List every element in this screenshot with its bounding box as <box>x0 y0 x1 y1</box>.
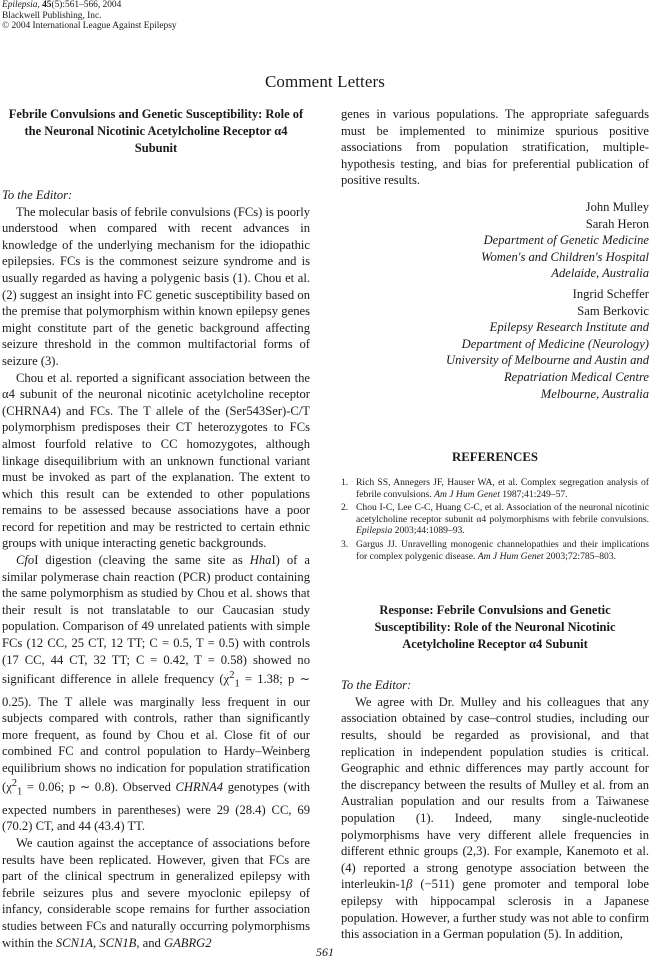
gene-chrna4: CHRNA4 <box>175 780 224 795</box>
gene-scn1b: SCN1B <box>99 935 137 950</box>
reference-text: Rich SS, Annegers JF, Hauser WA, et al. Complex segregation analysis of febrile convulsions. <box>356 477 649 500</box>
text-run: = 1.38; p ∼ 0.25). The T allele was marginally less frequent in our subjects compared with controls, rather than significantly more frequent, as found by Chou et al. Close fit of our combined FC and control population to Hardy–Weinberg equilibrium shows no indication for population stratification (χ <box>2 672 310 795</box>
affiliation-line: Department of Medicine (Neurology) <box>461 336 649 351</box>
text-run: We agree with Dr. Mulley and his colleagues that any association obtained by case–control studies, including our results, should be regarded as provisional, and that replication in independent population studies is critical. Geographic and ethnic differences may partly account for the discrepancy between the results of Mulley et al. from an Australian population and our results from a Taiwanese population (1). Indeed, many single-nucleotide polymorphisms have very different allele frequencies in different ethnic groups (2,3). For example, Kanemoto et al. (4) reported a strong genotype association between the interleukin-1 <box>341 694 649 892</box>
text-run: I) of a similar polymerase chain reaction (PCR) product containing the same polymorphism as studied by Chou et al. shows that their result is not translatable to our Caucasian study population. Comparison of 49 unrelated patients with simple FCs (12 CC, 25 CT, 12 TT; C = 0.5, T = 0.5) with controls (17 CC, 44 CT, 32 TT; C = 0.42, T = 0.58) showed no significant difference in allele frequency (χ <box>2 553 310 687</box>
reference-item <box>341 502 649 537</box>
references-heading: REFERENCES <box>451 450 539 465</box>
reference-text: Chou I-C, Lee C-C, Huang C-C, et al. Association of the neuronal nicotinic acetylcholine receptor subunit α4 polymorphisms with febrile convulsions. <box>356 502 649 525</box>
signature-block-2 <box>341 286 649 402</box>
letter-title: Febrile Convulsions and Genetic Susceptibility: Role of the Neuronal Nicotinic Acetylcholine Receptor α4 Subunit <box>8 107 304 155</box>
masthead <box>2 0 177 32</box>
reference-journal: Epilepsia <box>356 525 393 537</box>
response-salutation: To the Editor: <box>341 678 412 693</box>
affiliation-line: University of Melbourne and Austin and <box>446 353 649 368</box>
section-title: Comment Letters <box>264 72 385 91</box>
text-run: , <box>92 935 100 950</box>
author-name: Sarah Heron <box>585 216 649 231</box>
left-column <box>2 106 310 951</box>
response-title: Response: Febrile Convulsions and Genetic Susceptibility: Role of the Neuronal Nicotinic Acetylcholine Receptor α4 Subunit <box>374 603 616 652</box>
superscript: 2 <box>11 778 18 790</box>
reference-item <box>341 477 649 500</box>
beta-symbol: β <box>406 877 413 892</box>
signature-block-1 <box>341 199 649 282</box>
reference-number: 1. <box>341 477 349 489</box>
right-column <box>341 106 649 943</box>
reference-item <box>341 539 649 562</box>
affiliation-line: Epilepsy Research Institute and <box>489 320 649 335</box>
letter-paragraph-2: Chou et al. reported a significant association between the α4 subunit of the neuronal nicotinic acetylcholine receptor (CHRNA4) and FCs. The T allele of the (Ser543Ser)-C/T polymorphism predisposes their CT heterozygotes to FCs almost fourfold relative to CC homozygotes, although linkage disequilibrium with an unknown functional variant must be invoked as part of the explanation. The extent to which this result can be extended to other populations remains to be assessed because associations have a poor record for repetition and may be restricted to certain ethnic groups with unique interacting genetic backgrounds. <box>2 370 310 551</box>
letter-paragraph-3 <box>2 552 310 835</box>
subscript: 1 <box>17 787 23 799</box>
letter-paragraph-4-continued: genes in various populations. The appropriate safeguards must be implemented to minimize spurious positive associations from population stratification, multiple-hypothesis testing, and bias for preferential publication of positive results. <box>341 107 649 188</box>
affiliation-line: Repatriation Medical Centre <box>503 369 649 384</box>
reference-tail: 2003;72:785–803. <box>543 550 617 562</box>
author-name: Ingrid Scheffer <box>572 286 649 301</box>
journal-name: Epilepsia, <box>2 0 40 10</box>
publisher: Blackwell Publishing, Inc. <box>2 10 102 21</box>
enzyme-cfo: Cfo <box>16 553 35 568</box>
reference-number: 2. <box>341 502 349 514</box>
gene-gabrg2: GABRG2 <box>164 935 212 950</box>
letter-salutation: To the Editor: <box>2 188 73 202</box>
page-number: 561 <box>316 945 334 959</box>
author-name: John Mulley <box>585 199 649 214</box>
reference-tail: 1987;41:249–57. <box>499 488 568 500</box>
affiliation-line: Women's and Children's Hospital <box>481 249 649 264</box>
superscript: 2 <box>229 670 235 682</box>
author-name: Sam Berkovic <box>577 303 649 318</box>
copyright: © 2004 International League Against Epilepsy <box>2 21 177 32</box>
letter-paragraph-1: The molecular basis of febrile convulsions (FCs) is poorly understood when compared with recent advances in knowledge of the underlying mechanism for the idiopathic epilepsies. FCs is the commonest seizure syndrome and is usually regarded as having a polygenic basis (1). Chou et al. (2) suggest an insight into FC genetic susceptibility based on the premise that polymorphism within known epilepsy genes might constitute part of the genetic background affecting seizure threshold in the common multifactorial forms of seizure (3). <box>2 204 310 368</box>
text-run: genotypes (with expected numbers in parentheses) were 29 (28.4) CC, 69 (70.2) CT, and 44 (43.4) TT. <box>2 780 310 834</box>
subscript: 1 <box>234 678 240 690</box>
reference-text: Gargus JJ. Unravelling monogenic channelopathies and their implications for complex polygenic disease. <box>356 539 649 562</box>
gene-scn1a: SCN1A <box>55 935 93 950</box>
reference-journal: Am J Hum Genet <box>477 550 544 562</box>
affiliation-line: Department of Genetic Medicine <box>483 233 649 248</box>
text-run: (−511) gene promoter and temporal lobe epilepsy with hippocampal sclerosis in a Japanese population. However, a further study was not able to confirm this association in a German population (5). In addition, <box>341 877 649 942</box>
text-run: I digestion (cleaving the same site as <box>34 553 250 568</box>
reference-tail: 2003;44:1089–93. <box>392 525 465 537</box>
reference-list <box>341 477 649 562</box>
affiliation-line: Melbourne, Australia <box>540 386 649 401</box>
journal-volume: 45 <box>42 0 52 10</box>
journal-citation <box>2 0 177 11</box>
response-paragraph-1 <box>341 694 649 943</box>
reference-number: 3. <box>341 539 349 551</box>
text-run: = 0.06; p ∼ 0.8). Observed <box>22 780 176 795</box>
journal-issue-pages: (5):561–566, 2004 <box>51 0 122 10</box>
affiliation-line: Adelaide, Australia <box>551 266 649 281</box>
letter-paragraph-4 <box>2 835 310 951</box>
text-run: We caution against the acceptance of associations before results have been replicated. However, given that FCs are part of the clinical spectrum in generalized epilepsy with febrile seizures plus and severe myoclonic epilepsy of infancy, considerable scope remains for further association studies between FCs and naturally occurring polymorphisms within the <box>2 835 310 950</box>
reference-journal: Am J Hum Genet <box>434 488 500 500</box>
enzyme-hha: Hha <box>249 553 272 568</box>
text-run: , and <box>136 935 164 950</box>
